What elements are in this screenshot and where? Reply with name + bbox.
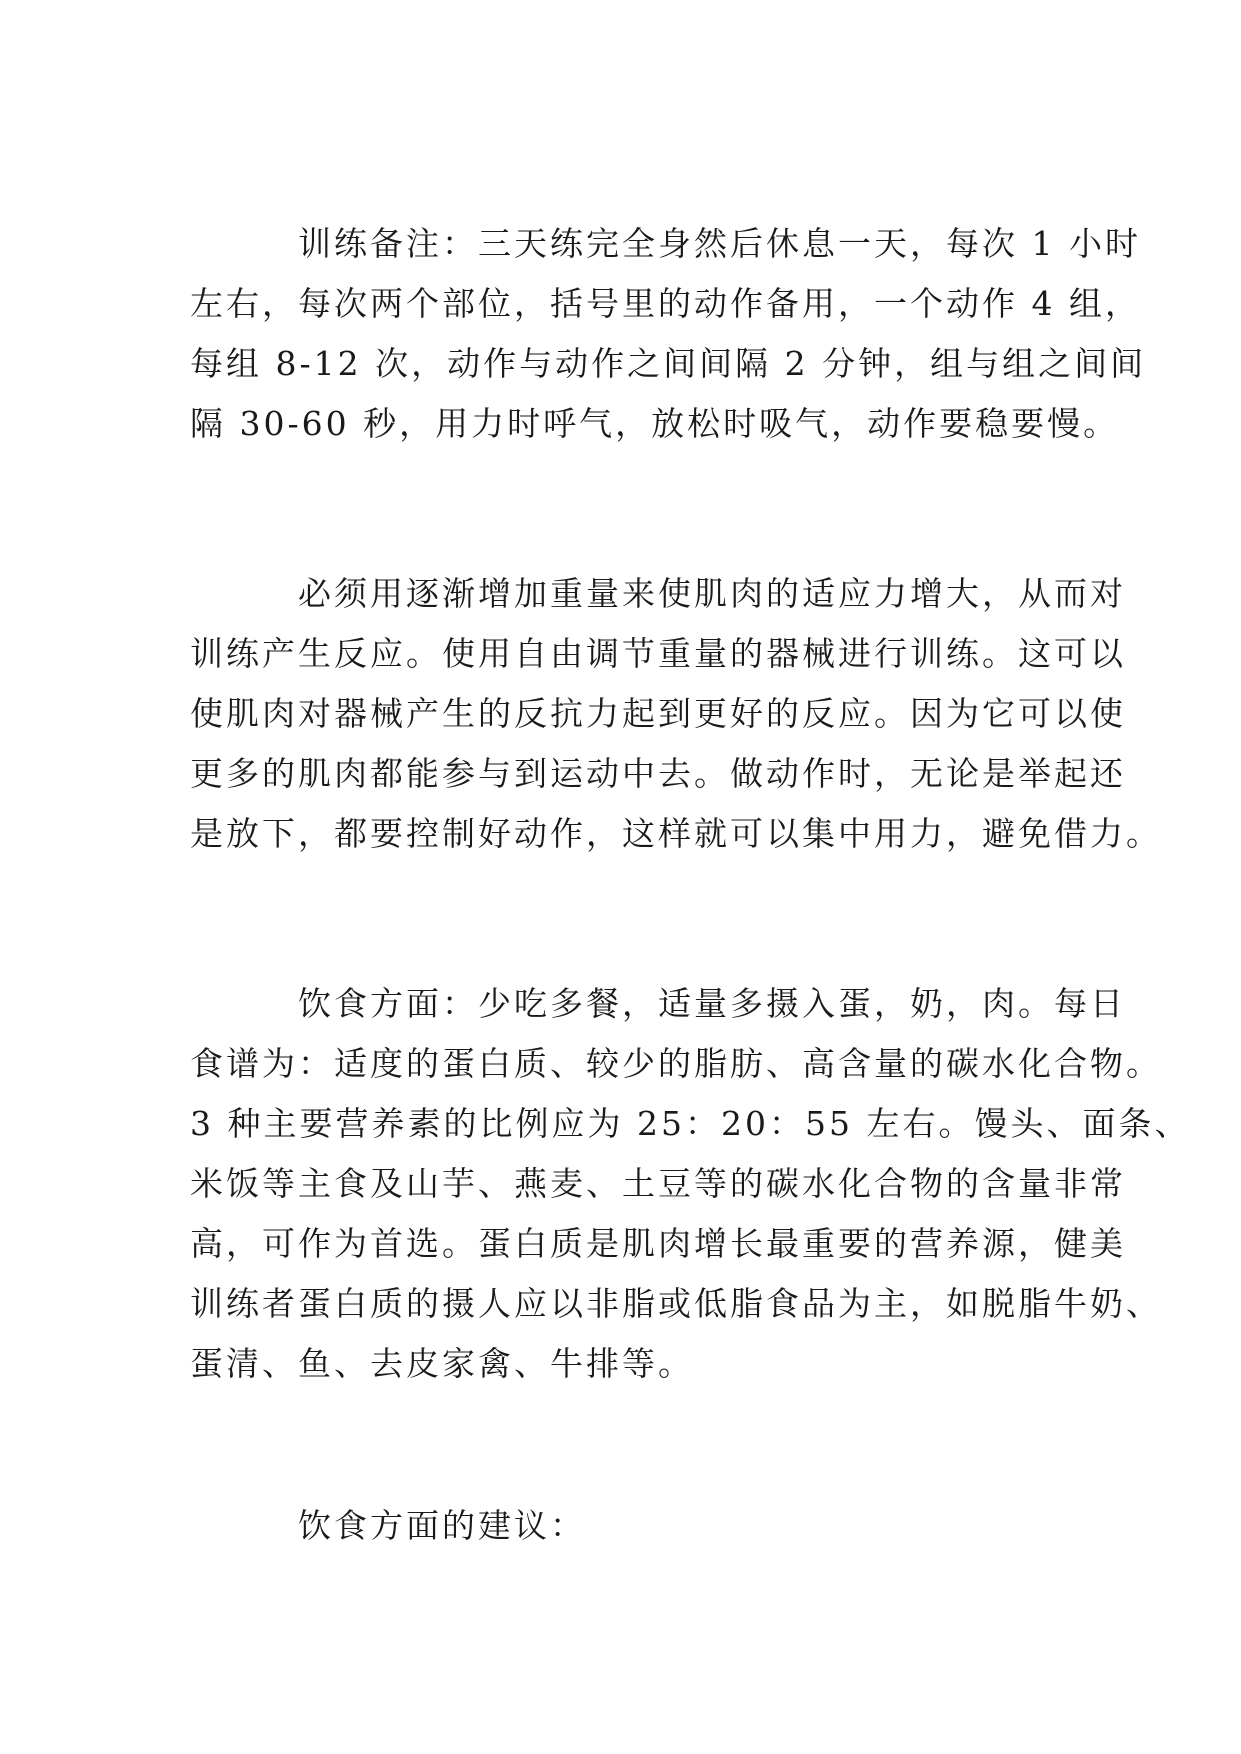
paragraph-line: 饮食方面：少吃多餐，适量多摄入蛋，奶，肉。每日 [298,984,1126,1023]
paragraph-line: 每组 8-12 次，动作与动作之间间隔 2 分钟，组与组之间间 [190,344,1147,383]
paragraph-progressive-overload [190,564,1162,864]
paragraph-line: 3 种主要营养素的比例应为 25：20：55 左右。馒头、面条、 [190,1104,1191,1143]
paragraph-line: 是放下，都要控制好动作，这样就可以集中用力，避免借力。 [190,814,1162,853]
paragraph-line: 饮食方面的建议： [298,1506,586,1545]
paragraph-line: 米饭等主食及山芋、燕麦、土豆等的碳水化合物的含量非常 [190,1164,1126,1203]
paragraph-line: 训练备注：三天练完全身然后休息一天，每次 1 小时 [298,224,1141,263]
paragraph-line: 高，可作为首选。蛋白质是肌肉增长最重要的营养源，健美 [190,1224,1126,1263]
paragraph-line: 使肌肉对器械产生的反抗力起到更好的反应。因为它可以使 [190,694,1126,733]
paragraph-line: 更多的肌肉都能参与到运动中去。做动作时，无论是举起还 [190,754,1126,793]
paragraph-diet-suggestions-heading [190,1496,1070,1556]
paragraph-line: 蛋清、鱼、去皮家禽、牛排等。 [190,1344,694,1383]
paragraph-training-notes [190,214,1147,454]
paragraph-line: 隔 30-60 秒，用力时呼气，放松时吸气，动作要稳要慢。 [190,404,1120,443]
paragraph-line: 食谱为：适度的蛋白质、较少的脂肪、高含量的碳水化合物。 [190,1044,1162,1083]
paragraph-line: 训练产生反应。使用自由调节重量的器械进行训练。这可以 [190,634,1126,673]
paragraph-line: 训练者蛋白质的摄人应以非脂或低脂食品为主，如脱脂牛奶、 [190,1284,1162,1323]
paragraph-line: 左右，每次两个部位，括号里的动作备用，一个动作 4 组， [190,284,1141,323]
paragraph-diet [190,974,1191,1394]
paragraph-line: 必须用逐渐增加重量来使肌肉的适应力增大，从而对 [298,574,1126,613]
